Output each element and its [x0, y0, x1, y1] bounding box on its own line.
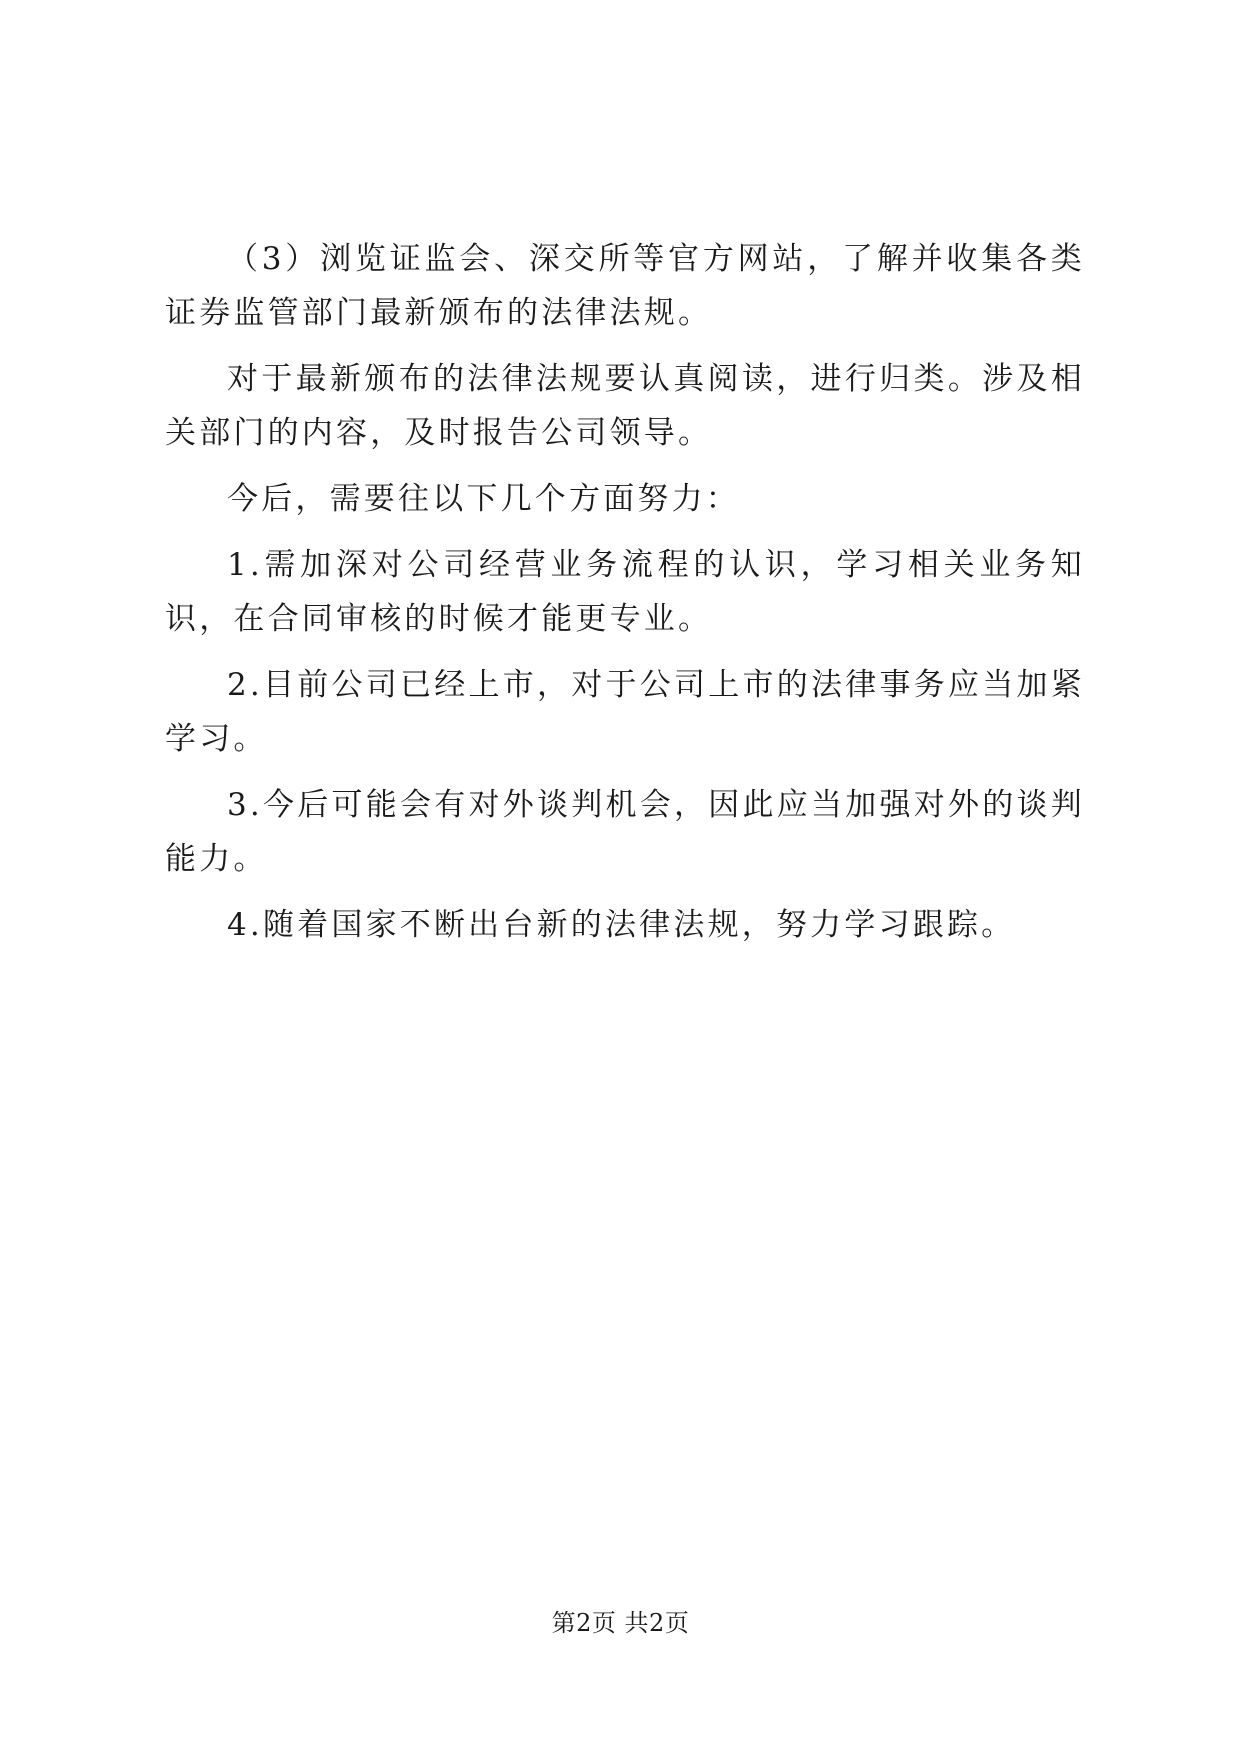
page-number-label: 第2页 共2页: [551, 1609, 690, 1637]
paragraph-item-3-browse-websites: （3）浏览证监会、深交所等官方网站，了解并收集各类证券监管部门最新颁布的法律法规。: [165, 241, 1085, 331]
paragraph-future-efforts-intro: 今后，需要往以下几个方面努力：: [227, 481, 740, 517]
document-body: [165, 232, 1085, 964]
list-item-3: 3.今后可能会有对外谈判机会，因此应当加强对外的谈判能力。: [165, 787, 1085, 877]
paragraph-read-regulations: 对于最新颁布的法律法规要认真阅读，进行归类。涉及相关部门的内容，及时报告公司领导。: [165, 361, 1085, 451]
list-item-2: 2.目前公司已经上市，对于公司上市的法律事务应当加紧学习。: [165, 667, 1085, 757]
page-footer: [0, 1608, 1241, 1638]
list-item-4: 4.随着国家不断出台新的法律法规，努力学习跟踪。: [227, 907, 1016, 943]
list-item-1: 1.需加深对公司经营业务流程的认识，学习相关业务知识，在合同审核的时候才能更专业。: [165, 547, 1085, 637]
